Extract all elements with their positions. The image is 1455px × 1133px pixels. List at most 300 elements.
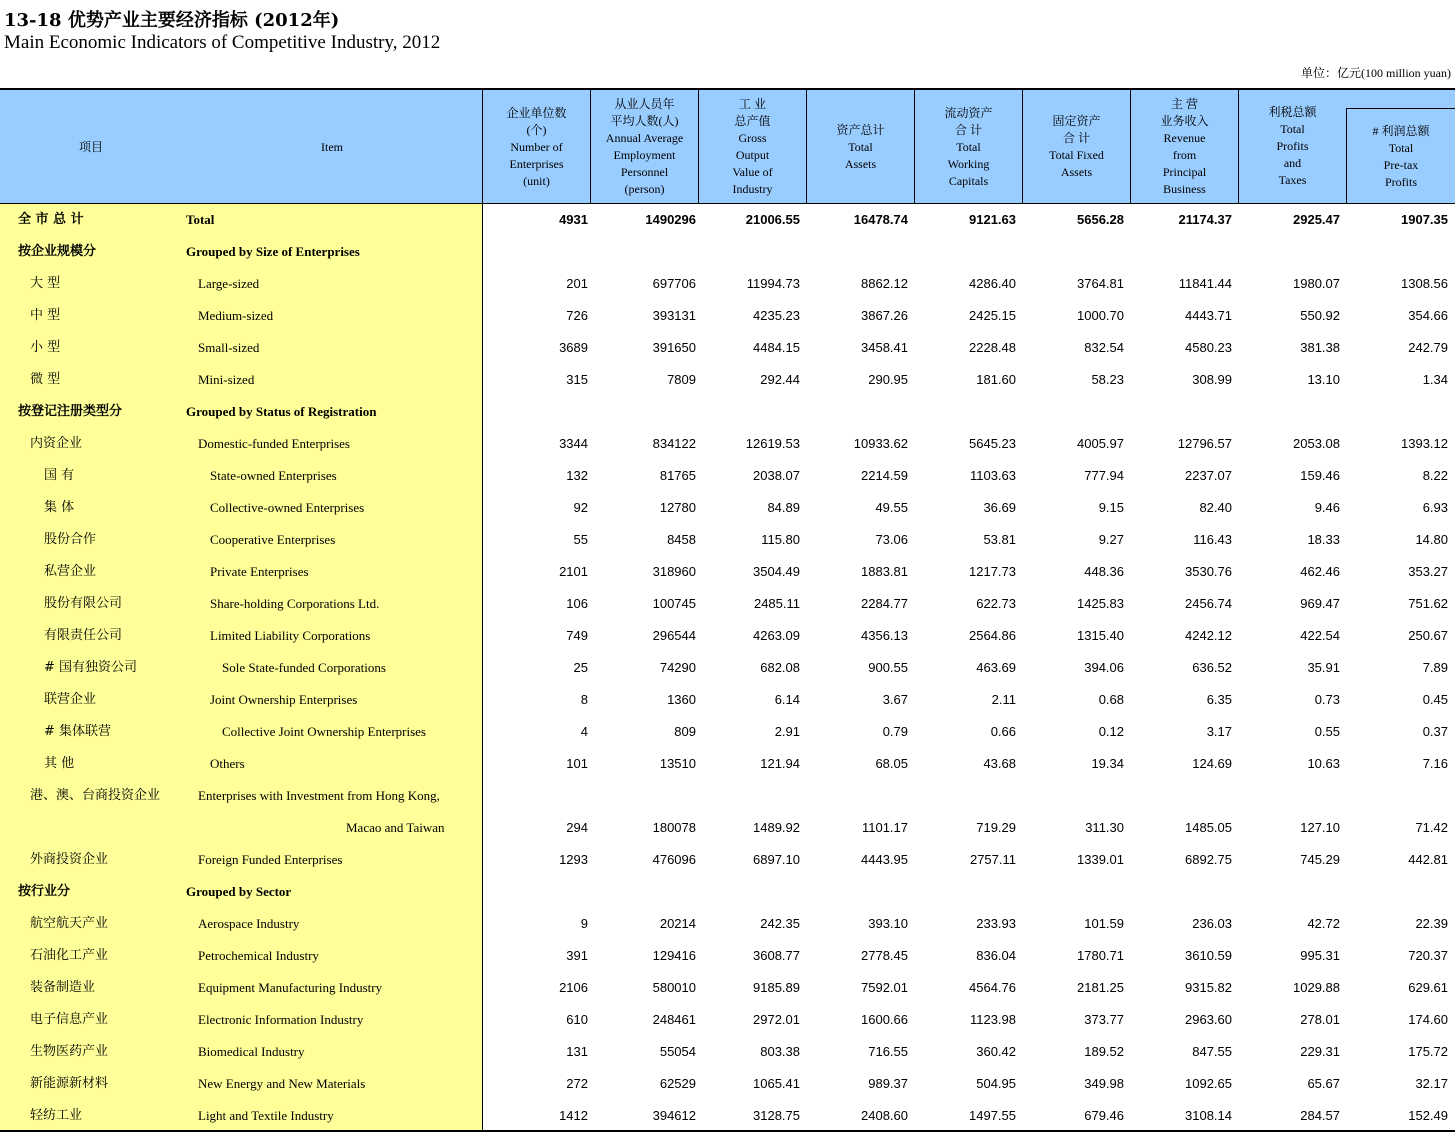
row-value: 284.57 bbox=[1300, 1108, 1340, 1123]
row-label-en: Petrochemical Industry bbox=[198, 948, 319, 963]
table-row bbox=[0, 1068, 1455, 1100]
row-value: 0.73 bbox=[1314, 692, 1340, 707]
row-value: 716.55 bbox=[868, 1044, 908, 1059]
row-value: 394.06 bbox=[1084, 660, 1124, 675]
row-value: 32.17 bbox=[1415, 1076, 1448, 1091]
table-row bbox=[0, 300, 1455, 332]
row-value: 65.67 bbox=[1307, 1076, 1340, 1091]
row-value: 1883.81 bbox=[861, 564, 908, 579]
row-value: 697706 bbox=[652, 276, 696, 291]
row-label-en: Grouped by Size of Enterprises bbox=[186, 244, 360, 259]
table-row bbox=[0, 236, 1455, 268]
row-value: 969.47 bbox=[1300, 596, 1340, 611]
row-value: 1393.12 bbox=[1401, 436, 1448, 451]
table-row bbox=[0, 684, 1455, 716]
row-value: 803.38 bbox=[760, 1044, 800, 1059]
row-value: 2778.45 bbox=[861, 948, 908, 963]
row-value: 1.34 bbox=[1422, 372, 1448, 387]
row-label-en: Collective Joint Ownership Enterprises bbox=[222, 724, 426, 739]
row-value: 9315.82 bbox=[1185, 980, 1232, 995]
row-value: 1600.66 bbox=[861, 1012, 908, 1027]
row-label-en: Grouped by Sector bbox=[186, 884, 292, 899]
row-value: 2757.11 bbox=[969, 852, 1016, 867]
row-value: 2456.74 bbox=[1185, 596, 1232, 611]
row-label-en: Sole State-funded Corporations bbox=[222, 660, 386, 675]
row-value: 132 bbox=[566, 468, 588, 483]
row-value: 236.03 bbox=[1192, 916, 1232, 931]
table-header bbox=[0, 90, 1455, 204]
row-value: 720.37 bbox=[1408, 948, 1448, 963]
row-value: 1103.63 bbox=[969, 468, 1016, 483]
row-value: 7809 bbox=[667, 372, 696, 387]
row-value: 73.06 bbox=[875, 532, 908, 547]
row-value: 6892.75 bbox=[1185, 852, 1232, 867]
row-value: 25 bbox=[573, 660, 588, 675]
row-value: 2053.08 bbox=[1293, 436, 1340, 451]
row-label-en: Collective-owned Enterprises bbox=[210, 500, 365, 515]
row-value: 393131 bbox=[652, 308, 696, 323]
row-value: 5645.23 bbox=[969, 436, 1016, 451]
row-value: 1412 bbox=[559, 1108, 588, 1123]
row-value: 129416 bbox=[652, 948, 696, 963]
row-value: 7592.01 bbox=[861, 980, 908, 995]
row-value: 49.55 bbox=[875, 500, 908, 515]
row-value: 2237.07 bbox=[1185, 468, 1232, 483]
row-value: 8862.12 bbox=[861, 276, 908, 291]
row-value: 777.94 bbox=[1084, 468, 1124, 483]
row-value: 21174.37 bbox=[1178, 212, 1232, 227]
row-label-cn: 有限责任公司 bbox=[44, 628, 123, 643]
row-label-cn: 按登记注册类型分 bbox=[18, 404, 123, 419]
header-gross-output: 工 业 总产值 Gross Output Value of Industry bbox=[698, 90, 806, 204]
row-label-en: New Energy and New Materials bbox=[198, 1076, 366, 1091]
row-value: 292.44 bbox=[760, 372, 800, 387]
row-value: 394612 bbox=[652, 1108, 696, 1123]
table-row bbox=[0, 652, 1455, 684]
row-label-cn: # 国有独资公司 bbox=[44, 660, 138, 675]
row-value: 995.31 bbox=[1300, 948, 1340, 963]
row-value: 1490296 bbox=[645, 212, 696, 227]
header-enterprises: 企业单位数 (个) Number of Enterprises (unit) bbox=[482, 90, 590, 204]
row-value: 4443.71 bbox=[1185, 308, 1232, 323]
row-value: 0.68 bbox=[1098, 692, 1124, 707]
row-value: 0.12 bbox=[1098, 724, 1124, 739]
row-value: 3608.77 bbox=[753, 948, 800, 963]
row-value: 3764.81 bbox=[1077, 276, 1124, 291]
row-value: 1339.01 bbox=[1077, 852, 1124, 867]
row-value: 1000.70 bbox=[1077, 308, 1124, 323]
table-row bbox=[0, 524, 1455, 556]
table-row bbox=[0, 908, 1455, 940]
row-label-en: Mini-sized bbox=[198, 372, 255, 387]
header-item-cn: 项目 bbox=[78, 139, 103, 154]
row-value: 152.49 bbox=[1408, 1108, 1448, 1123]
row-value: 318960 bbox=[652, 564, 696, 579]
row-value: 745.29 bbox=[1300, 852, 1340, 867]
table-row bbox=[0, 940, 1455, 972]
row-value: 629.61 bbox=[1408, 980, 1448, 995]
row-label-cn: 港、澳、台商投资企业 bbox=[30, 788, 161, 803]
table-row bbox=[0, 716, 1455, 748]
row-value: 8.22 bbox=[1422, 468, 1448, 483]
row-value: 115.80 bbox=[761, 532, 800, 547]
row-value: 3108.14 bbox=[1185, 1108, 1232, 1123]
unit-label: 单位：亿元(100 million yuan) bbox=[1301, 66, 1451, 80]
row-value: 84.89 bbox=[767, 500, 800, 515]
row-value: 391 bbox=[566, 948, 588, 963]
row-value: 393.10 bbox=[868, 916, 908, 931]
row-value: 836.04 bbox=[976, 948, 1016, 963]
row-value: 476096 bbox=[652, 852, 696, 867]
row-label-cn: 微 型 bbox=[30, 372, 61, 387]
row-value: 832.54 bbox=[1084, 340, 1124, 355]
table-row bbox=[0, 588, 1455, 620]
row-label-en: Medium-sized bbox=[198, 308, 274, 323]
row-value: 13510 bbox=[659, 756, 696, 771]
table-row bbox=[0, 460, 1455, 492]
row-label-cn: 装备制造业 bbox=[30, 980, 96, 995]
row-value: 36.69 bbox=[983, 500, 1016, 515]
header-item-en: Item bbox=[321, 139, 343, 154]
row-value: 12619.53 bbox=[745, 436, 800, 451]
row-value: 233.93 bbox=[976, 916, 1016, 931]
row-value: 101 bbox=[566, 756, 588, 771]
row-value: 74290 bbox=[659, 660, 696, 675]
row-value: 381.38 bbox=[1300, 340, 1340, 355]
table-row bbox=[0, 428, 1455, 460]
row-value: 10933.62 bbox=[853, 436, 908, 451]
row-label-cn: 中 型 bbox=[30, 308, 61, 323]
row-value: 4286.40 bbox=[969, 276, 1016, 291]
row-value: 3128.75 bbox=[753, 1108, 800, 1123]
row-value: 127.10 bbox=[1300, 820, 1340, 835]
row-value: 2408.60 bbox=[861, 1108, 908, 1123]
row-value: 4263.09 bbox=[753, 628, 800, 643]
row-value: 124.69 bbox=[1192, 756, 1232, 771]
row-value: 6.35 bbox=[1206, 692, 1232, 707]
row-value: 0.66 bbox=[990, 724, 1016, 739]
row-value: 580010 bbox=[652, 980, 696, 995]
row-value: 1425.83 bbox=[1077, 596, 1124, 611]
row-value: 3504.49 bbox=[753, 564, 800, 579]
row-value: 391650 bbox=[652, 340, 696, 355]
row-value: 2.91 bbox=[774, 724, 800, 739]
row-value: 53.81 bbox=[983, 532, 1016, 547]
table-body bbox=[0, 204, 1455, 1132]
header-fixed-assets: 固定资产 合 计 Total Fixed Assets bbox=[1022, 90, 1130, 204]
row-label-en: Cooperative Enterprises bbox=[210, 532, 336, 547]
row-value: 81765 bbox=[659, 468, 696, 483]
row-value: 4580.23 bbox=[1185, 340, 1232, 355]
row-value: 242.79 bbox=[1408, 340, 1448, 355]
row-value: 1489.92 bbox=[753, 820, 800, 835]
table-row bbox=[0, 748, 1455, 780]
row-value: 8458 bbox=[667, 532, 696, 547]
row-label-en: Limited Liability Corporations bbox=[210, 628, 371, 643]
row-label-cn: 轻纺工业 bbox=[30, 1108, 83, 1123]
row-value: 201 bbox=[566, 276, 588, 291]
row-value: 442.81 bbox=[1408, 852, 1448, 867]
row-value: 3.67 bbox=[882, 692, 908, 707]
row-label-en: Joint Ownership Enterprises bbox=[210, 692, 358, 707]
row-label-cn: 国 有 bbox=[44, 468, 75, 483]
table-row bbox=[0, 876, 1455, 908]
row-value: 278.01 bbox=[1300, 1012, 1340, 1027]
table-row bbox=[0, 204, 1455, 236]
table-row bbox=[0, 1036, 1455, 1068]
header-total-assets: 资产总计 Total Assets bbox=[806, 90, 914, 204]
row-value: 35.91 bbox=[1307, 660, 1340, 675]
row-value: 1780.71 bbox=[1077, 948, 1124, 963]
row-value: 751.62 bbox=[1408, 596, 1448, 611]
table-row bbox=[0, 396, 1455, 428]
row-label-en: Equipment Manufacturing Industry bbox=[198, 980, 383, 995]
table-row bbox=[0, 268, 1455, 300]
row-value: 11994.73 bbox=[746, 276, 800, 291]
row-value: 12796.57 bbox=[1177, 436, 1232, 451]
row-value: 1485.05 bbox=[1185, 820, 1232, 835]
row-value: 682.08 bbox=[760, 660, 800, 675]
table-title-cn: 13-18 优势产业主要经济指标 (2012年) bbox=[4, 10, 340, 31]
row-value: 11841.44 bbox=[1178, 276, 1232, 291]
row-value: 1907.35 bbox=[1401, 212, 1448, 227]
row-label-cn: 大 型 bbox=[30, 276, 61, 291]
row-value: 101.59 bbox=[1084, 916, 1124, 931]
row-value: 3610.59 bbox=[1185, 948, 1232, 963]
row-value: 463.69 bbox=[976, 660, 1016, 675]
row-value: 296544 bbox=[652, 628, 696, 643]
row-value: 71.42 bbox=[1415, 820, 1448, 835]
row-value: 4235.23 bbox=[753, 308, 800, 323]
row-value: 21006.55 bbox=[745, 212, 800, 227]
row-label-cn: 内资企业 bbox=[30, 436, 83, 451]
row-label-cn: 全 市 总 计 bbox=[18, 212, 84, 227]
row-label-en: Grouped by Status of Registration bbox=[186, 404, 377, 419]
row-value: 9.15 bbox=[1098, 500, 1124, 515]
row-label-en: Electronic Information Industry bbox=[198, 1012, 364, 1027]
row-value: 3689 bbox=[559, 340, 588, 355]
table-row bbox=[0, 972, 1455, 1004]
row-value: 1217.73 bbox=[969, 564, 1016, 579]
row-label-cn: 电子信息产业 bbox=[30, 1012, 109, 1027]
row-value: 121.94 bbox=[760, 756, 800, 771]
row-value: 2106 bbox=[559, 980, 588, 995]
row-value: 353.27 bbox=[1408, 564, 1448, 579]
row-label-en: Others bbox=[210, 756, 245, 771]
row-value: 92 bbox=[573, 500, 588, 515]
row-value: 18.33 bbox=[1307, 532, 1340, 547]
row-value: 4005.97 bbox=[1077, 436, 1124, 451]
row-value: 2972.01 bbox=[753, 1012, 800, 1027]
row-value: 1101.17 bbox=[861, 820, 908, 835]
row-value: 2963.60 bbox=[1185, 1012, 1232, 1027]
row-label-en: Total bbox=[186, 212, 215, 227]
row-value: 422.54 bbox=[1300, 628, 1340, 643]
row-value: 1315.40 bbox=[1077, 628, 1124, 643]
row-label-cn: 集 体 bbox=[44, 500, 75, 515]
row-value: 58.23 bbox=[1091, 372, 1124, 387]
row-value: 22.39 bbox=[1415, 916, 1448, 931]
row-value: 354.66 bbox=[1408, 308, 1448, 323]
row-label-cn: 股份有限公司 bbox=[44, 596, 123, 611]
row-value: 1065.41 bbox=[753, 1076, 800, 1091]
row-value: 7.89 bbox=[1422, 660, 1448, 675]
row-value: 847.55 bbox=[1192, 1044, 1232, 1059]
row-value: 749 bbox=[566, 628, 588, 643]
header-profits-taxes: 利税总额 Total Profits and Taxes bbox=[1238, 90, 1346, 204]
table-row bbox=[0, 492, 1455, 524]
row-value: 4356.13 bbox=[861, 628, 908, 643]
row-label-cn: 外商投资企业 bbox=[30, 852, 109, 867]
row-value: 174.60 bbox=[1408, 1012, 1448, 1027]
row-label-cn: 石油化工产业 bbox=[30, 948, 109, 963]
row-value: 0.45 bbox=[1422, 692, 1448, 707]
row-value: 3530.76 bbox=[1185, 564, 1232, 579]
row-value: 1293 bbox=[559, 852, 588, 867]
row-value: 290.95 bbox=[868, 372, 908, 387]
table-row bbox=[0, 364, 1455, 396]
table-row bbox=[0, 780, 1455, 812]
row-label-cn: 联营企业 bbox=[44, 692, 97, 707]
row-label-cn: # 集体联营 bbox=[44, 724, 112, 739]
row-value: 55054 bbox=[659, 1044, 696, 1059]
row-value: 1123.98 bbox=[969, 1012, 1016, 1027]
row-label-en: Macao and Taiwan bbox=[346, 820, 445, 835]
row-value: 1308.56 bbox=[1401, 276, 1448, 291]
row-value: 100745 bbox=[652, 596, 696, 611]
row-value: 0.37 bbox=[1422, 724, 1448, 739]
row-value: 10.63 bbox=[1307, 756, 1340, 771]
row-value: 4484.15 bbox=[753, 340, 800, 355]
row-value: 2925.47 bbox=[1293, 212, 1340, 227]
row-value: 272 bbox=[566, 1076, 588, 1091]
bottom-rule bbox=[0, 1130, 1455, 1132]
table-row bbox=[0, 332, 1455, 364]
row-value: 726 bbox=[566, 308, 588, 323]
row-value: 159.46 bbox=[1300, 468, 1340, 483]
row-value: 248461 bbox=[652, 1012, 696, 1027]
row-value: 4242.12 bbox=[1185, 628, 1232, 643]
row-value: 229.31 bbox=[1300, 1044, 1340, 1059]
row-value: 6897.10 bbox=[753, 852, 800, 867]
row-value: 131 bbox=[566, 1044, 588, 1059]
table-row bbox=[0, 556, 1455, 588]
row-value: 373.77 bbox=[1084, 1012, 1124, 1027]
row-value: 1360 bbox=[667, 692, 696, 707]
table-row bbox=[0, 620, 1455, 652]
row-value: 9.46 bbox=[1314, 500, 1340, 515]
row-value: 360.42 bbox=[976, 1044, 1016, 1059]
row-value: 2214.59 bbox=[861, 468, 908, 483]
row-value: 1980.07 bbox=[1293, 276, 1340, 291]
row-value: 42.72 bbox=[1307, 916, 1340, 931]
row-value: 43.68 bbox=[983, 756, 1016, 771]
row-value: 7.16 bbox=[1422, 756, 1448, 771]
row-value: 2181.25 bbox=[1077, 980, 1124, 995]
row-value: 0.79 bbox=[882, 724, 908, 739]
row-value: 6.14 bbox=[774, 692, 800, 707]
row-value: 315 bbox=[566, 372, 588, 387]
row-value: 242.35 bbox=[760, 916, 800, 931]
row-label-en: Small-sized bbox=[198, 340, 260, 355]
row-value: 189.52 bbox=[1084, 1044, 1124, 1059]
row-label-cn: 生物医药产业 bbox=[30, 1044, 109, 1059]
row-value: 2228.48 bbox=[969, 340, 1016, 355]
row-label-en: Light and Textile Industry bbox=[198, 1108, 334, 1123]
row-value: 809 bbox=[674, 724, 696, 739]
row-value: 19.34 bbox=[1091, 756, 1124, 771]
header-revenue: 主 营 业务收入 Revenue from Principal Business bbox=[1130, 90, 1238, 204]
row-value: 294 bbox=[566, 820, 588, 835]
row-value: 9.27 bbox=[1098, 532, 1124, 547]
row-value: 20214 bbox=[659, 916, 696, 931]
row-value: 462.46 bbox=[1300, 564, 1340, 579]
row-value: 834122 bbox=[652, 436, 696, 451]
row-label-en: Enterprises with Investment from Hong Kong, bbox=[198, 788, 440, 803]
row-value: 9121.63 bbox=[969, 212, 1016, 227]
row-value: 12780 bbox=[659, 500, 696, 515]
row-value: 550.92 bbox=[1300, 308, 1340, 323]
row-value: 4 bbox=[580, 724, 588, 739]
row-value: 106 bbox=[566, 596, 588, 611]
row-label-cn: 私营企业 bbox=[44, 564, 97, 579]
row-value: 3867.26 bbox=[861, 308, 908, 323]
row-value: 2425.15 bbox=[969, 308, 1016, 323]
row-value: 4443.95 bbox=[861, 852, 908, 867]
row-label-cn: 按企业规模分 bbox=[18, 244, 97, 259]
row-value: 610 bbox=[566, 1012, 588, 1027]
row-value: 679.46 bbox=[1084, 1108, 1124, 1123]
header-employment: 从业人员年 平均人数(人) Annual Average Employment Personnel (person) bbox=[590, 90, 698, 204]
row-value: 175.72 bbox=[1408, 1044, 1448, 1059]
header-pretax-profits: # 利润总额 Total Pre-tax Profits bbox=[1346, 108, 1455, 204]
row-value: 636.52 bbox=[1192, 660, 1232, 675]
row-label-cn: 小 型 bbox=[30, 340, 61, 355]
row-value: 14.80 bbox=[1415, 532, 1448, 547]
row-value: 2101 bbox=[559, 564, 588, 579]
row-value: 55 bbox=[573, 532, 588, 547]
row-label-en: Domestic-funded Enterprises bbox=[198, 436, 350, 451]
table-title-en: Main Economic Indicators of Competitive Industry, 2012 bbox=[4, 32, 441, 53]
row-value: 2564.86 bbox=[969, 628, 1016, 643]
row-value: 2038.07 bbox=[753, 468, 800, 483]
row-value: 13.10 bbox=[1307, 372, 1340, 387]
row-label-cn: 按行业分 bbox=[18, 884, 71, 899]
row-value: 62529 bbox=[659, 1076, 696, 1091]
row-value: 2485.11 bbox=[753, 596, 800, 611]
row-value: 9 bbox=[580, 916, 588, 931]
row-value: 3.17 bbox=[1206, 724, 1232, 739]
row-value: 180078 bbox=[652, 820, 696, 835]
row-value: 116.43 bbox=[1193, 532, 1232, 547]
row-value: 900.55 bbox=[868, 660, 908, 675]
row-value: 448.36 bbox=[1084, 564, 1124, 579]
row-value: 622.73 bbox=[976, 596, 1016, 611]
row-value: 719.29 bbox=[976, 820, 1016, 835]
row-label-en: Private Enterprises bbox=[210, 564, 309, 579]
row-label-cn: 其 他 bbox=[44, 756, 75, 771]
row-label-en: Share-holding Corporations Ltd. bbox=[210, 596, 380, 611]
row-value: 6.93 bbox=[1422, 500, 1448, 515]
row-label-en: Foreign Funded Enterprises bbox=[198, 852, 343, 867]
row-label-en: Biomedical Industry bbox=[198, 1044, 305, 1059]
row-label-cn: 新能源新材料 bbox=[30, 1076, 109, 1091]
row-value: 2.11 bbox=[991, 692, 1016, 707]
table-row bbox=[0, 1004, 1455, 1036]
row-value: 68.05 bbox=[875, 756, 908, 771]
row-value: 5656.28 bbox=[1077, 212, 1124, 227]
table-row bbox=[0, 844, 1455, 876]
